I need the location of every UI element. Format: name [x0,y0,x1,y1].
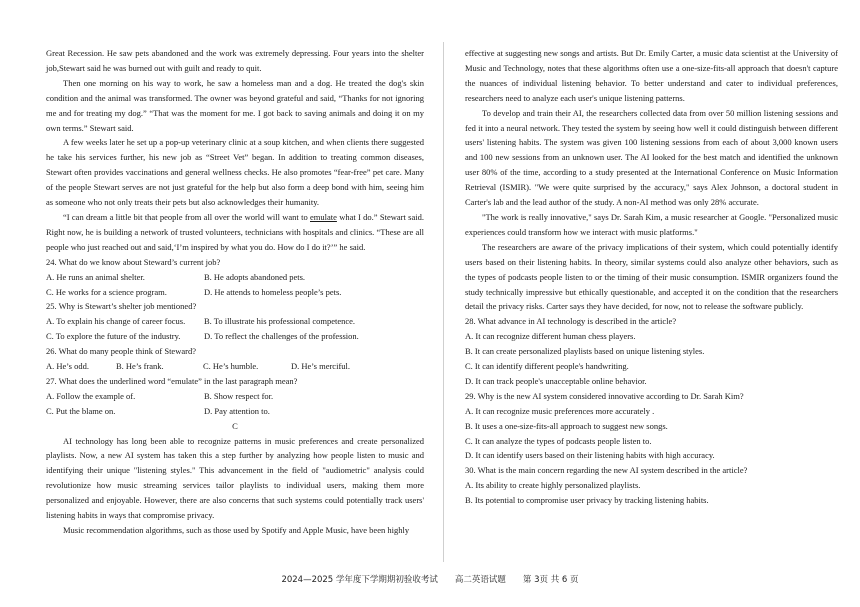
option-a: A. Its ability to create highly personalized playlists. [465,480,641,491]
question-27-options [46,389,424,404]
question-24-stem: 24. What do we know about Steward’s current job? [46,256,221,267]
passage-c-paragraph-2: Music recommendation algorithms, such as those used by Spotify and Apple Music, have been highly [63,525,410,535]
question-29-stem: 29. Why is the new AI system considered innovative according to Dr. Sarah Kim? [465,390,744,401]
option-b: B. He adopts abandoned pets. [204,271,306,282]
option-d: D. It can track people's unacceptable online behavior. [465,375,647,386]
passage-b-paragraph-1: Great Recession. He saw pets abandoned and the work was extremely depressing. Four years into the shelter job,Stewart said he was burned out with guilt and ready to quit. [46,48,424,73]
question-27-options [46,404,424,419]
option-b: B. To illustrate his professional competence. [204,316,356,327]
question-26-stem: 26. What do many people think of Steward? [46,346,196,357]
option-b: B. He’s frank. [116,361,164,372]
option-d: D. He attends to homeless people’s pets. [204,286,342,297]
left-column [46,46,424,538]
option-c: C. It can identify different people's handwriting. [465,361,629,372]
question-25-stem: 25. Why is Stewart’s shelter job mentioned? [46,301,197,312]
passage-c-paragraph-2-cont: effective at suggesting new songs and artists. But Dr. Emily Carter, a music data scientist at the University of Music and Technology, notes that these algorithms often use a one-size-fits-all approach that doesn't capture the nuances of individual listening behavior. To better understand and cater to individual preferences, researchers need to analyze each user's unique listening patterns. [465,48,838,103]
paragraph-text: “I can dream a little bit that people from all over the world will want to [63,211,310,222]
passage-c-paragraph-4: "The work is really innovative," says Dr. Sarah Kim, a music researcher at Google. "Personalized music experiences could transform how we interact with music platforms." [465,211,838,237]
option-d: D. It can identify users based on their listening habits with high accuracy. [465,450,715,461]
paragraph-text: what I do.” Stewart said. Right now, he is building a network of trusted volunteers, technicians with hospitals and clinics. “These are all people who just reached out and said,‘I’m inspired by what you do. How do I do it?’” he said. [46,211,424,252]
option-a: A. To explain his change of career focus. [46,316,186,327]
option-c: C. He’s humble. [203,361,259,372]
passage-b-paragraph-4 [46,210,424,255]
passage-c-label: C [232,420,238,431]
question-27-stem: 27. What does the underlined word “emulate” in the last paragraph mean? [46,375,298,386]
option-b: B. Show respect for. [204,390,274,401]
question-28-stem: 28. What advance in AI technology is described in the article? [465,316,677,327]
option-a: A. Follow the example of. [46,390,136,401]
question-30-stem: 30. What is the main concern regarding the new AI system described in the article? [465,465,748,476]
passage-c-paragraph-3: To develop and train their AI, the researchers collected data from over 50 million listening sessions and fed it into a neural network. They tested the system by seeing how well it could distinguish between different users' listening habits. The system was given 100 listening sessions from each of about 3,000 known users and 100 new sessions from an unknown user. The AI looked for the best match and identified the unknown user 80% of the time, according to a study presented at the International Conference on Music Information Retrieval (ISMIR). "We were quite surprised by the accuracy," says Alex Johnson, a doctoral student in Carter's lab and the lead author of the study. A non-AI method was only 28% accurate. [465,107,838,208]
option-d: D. Pay attention to. [204,405,270,416]
question-24-options [46,270,424,285]
right-column [465,46,838,508]
question-25-options [46,329,424,344]
passage-b-paragraph-3: A few weeks later he set up a pop-up veterinary clinic at a soup kitchen, and when clients there suggested he take his services further, his new job as “Street Vet” began. In addition to treating common diseases, Stewart often provides vaccinations and general wellness checks. He also promotes “fear-free” pet care. Many of the people Stewart serves are not just grateful for the help but also form a deep bond with him, seeing him as someone who not only treats their pets but also acknowledges their humanity. [46,137,424,208]
column-divider [443,42,444,562]
question-25-options [46,314,424,329]
option-c: C. Put the blame on. [46,405,116,416]
option-d: D. He’s merciful. [291,361,351,372]
passage-b-paragraph-2: Then one morning on his way to work, he saw a homeless man and a dog. He treated the dog's skin condition and the animal was transformed. The owner was beyond grateful and said, “Thanks for not ignoring me and for treating my dog.” “That was the moment for me. I got back to saving animals and doing it on my own terms.” Stewart said. [46,77,424,133]
option-a: A. It can recognize music preferences more accurately . [465,405,655,416]
passage-c-paragraph-1: AI technology has long been able to recognize patterns in music preferences and create personalized playlists. Now, a new AI system has taken this a step further by analyzing how people listen to music and identifying their unique "listening styles." This advancement in the field of "audiometric" analysis could revolutionize how music streaming services tailor playlists to individual users, making them more personalized and enjoyable. However, there are also concerns that such systems could potentially track users' listening habits in ways that compromise privacy. [46,435,424,521]
question-26-options [46,359,424,374]
option-a: A. He’s odd. [46,361,89,372]
question-24-options [46,285,424,300]
underlined-word-emulate: emulate [310,211,337,222]
option-c: C. He works for a science program. [46,286,167,297]
option-a: A. He runs an animal shelter. [46,271,145,282]
option-d: D. To reflect the challenges of the profession. [204,331,359,342]
passage-c-paragraph-5: The researchers are aware of the privacy implications of their system, which could potentially identify users based on their listening habits. In theory, similar systems could also analyze other behaviors, such as the types of podcasts people listen to or the timing of their music consumption. ISMIR organizers found the study technically impressive but ethically questionable, and accepted it on the condition that the researchers detail the privacy risks. Carter says they have decided, for now, not to release the software publicly. [465,241,838,312]
option-b: B. It uses a one-size-fits-all approach to suggest new songs. [465,420,668,431]
option-c: C. To explore the future of the industry. [46,331,181,342]
option-a: A. It can recognize different human chess players. [465,331,636,342]
option-b: B. It can create personalized playlists based on unique listening styles. [465,346,705,357]
page-footer: 2024—2025 学年度下学期期初验收考试 高二英语试题 第 3页 共 6 页 [281,575,579,585]
option-c: C. It can analyze the types of podcasts people listen to. [465,435,652,446]
option-b: B. Its potential to compromise user privacy by tracking listening habits. [465,495,709,506]
